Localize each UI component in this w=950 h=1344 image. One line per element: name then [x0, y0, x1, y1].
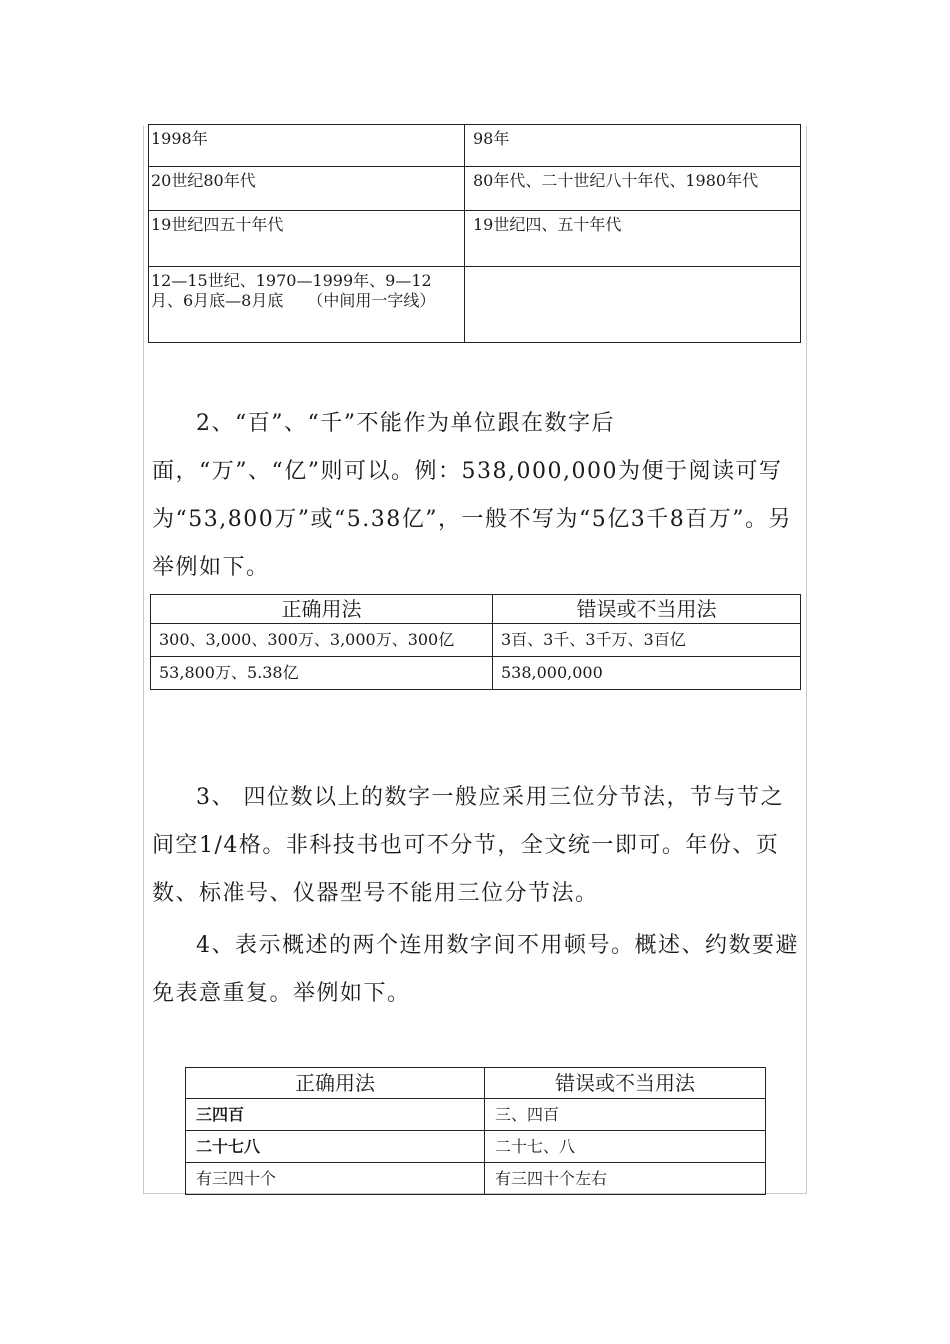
table-cell: 二十七八 — [186, 1131, 485, 1163]
table-cell: 有三四十个 — [186, 1163, 485, 1195]
paragraph-3: 3、 四位数以上的数字一般应采用三位分节法，节与节之间空1/4格。非科技书也可不分节，全文统一即可。年份、页数、标准号、仪器型号不能用三位分节法。 — [152, 785, 784, 906]
header-correct-usage: 正确用法 — [151, 595, 493, 624]
table-row — [149, 211, 801, 267]
table-cell: 19世纪四、五十年代 — [465, 211, 801, 267]
table-cell: 19世纪四五十年代 — [149, 211, 465, 267]
table-cell: 二十七、八 — [485, 1131, 766, 1163]
table-cell — [465, 267, 801, 343]
table-cell: 300、3,000、300万、3,000万、300亿 — [151, 624, 493, 657]
table-cell: 53,800万、5.38亿 — [151, 657, 493, 690]
paragraph-4: 4、表示概述的两个连用数字间不用顿号。概述、约数要避免表意重复。举例如下。 — [152, 933, 799, 1006]
table-cell: 3百、3千、3千万、3百亿 — [493, 624, 801, 657]
header-wrong-usage: 错误或不当用法 — [493, 595, 801, 624]
table-row — [149, 167, 801, 211]
table-row — [151, 624, 801, 657]
table-cell: 有三四十个左右 — [485, 1163, 766, 1195]
table-cell: 1998年 — [149, 125, 465, 167]
paragraph-2: 2、“百”、“千”不能作为单位跟在数字后面，“万”、“亿”则可以。例：538,000,000为便于阅读可写为“53,800万”或“5.38亿”，一般不写为“5亿3千8百万”。另举例如下。 — [152, 411, 792, 580]
unit-usage-table — [150, 594, 801, 690]
table-cell: 三、四百 — [485, 1099, 766, 1131]
table-cell: 三四百 — [186, 1099, 485, 1131]
table-row — [186, 1163, 766, 1195]
table-cell: 538,000,000 — [493, 657, 801, 690]
table-row — [186, 1099, 766, 1131]
table-row — [186, 1131, 766, 1163]
table-cell: 20世纪80年代 — [149, 167, 465, 211]
table-row — [151, 657, 801, 690]
table-row — [149, 125, 801, 167]
table-row — [149, 267, 801, 343]
header-correct-usage: 正确用法 — [186, 1068, 485, 1099]
table-cell: 98年 — [465, 125, 801, 167]
table-cell: 80年代、二十世纪八十年代、1980年代 — [465, 167, 801, 211]
table-cell: 12—15世纪、1970—1999年、9—12月、6月底—8月底 （中间用一字线） — [149, 267, 465, 343]
header-wrong-usage: 错误或不当用法 — [485, 1068, 766, 1099]
approximate-number-table — [185, 1067, 766, 1195]
year-format-table — [148, 124, 801, 343]
table-header-row — [186, 1068, 766, 1099]
table-header-row — [151, 595, 801, 624]
